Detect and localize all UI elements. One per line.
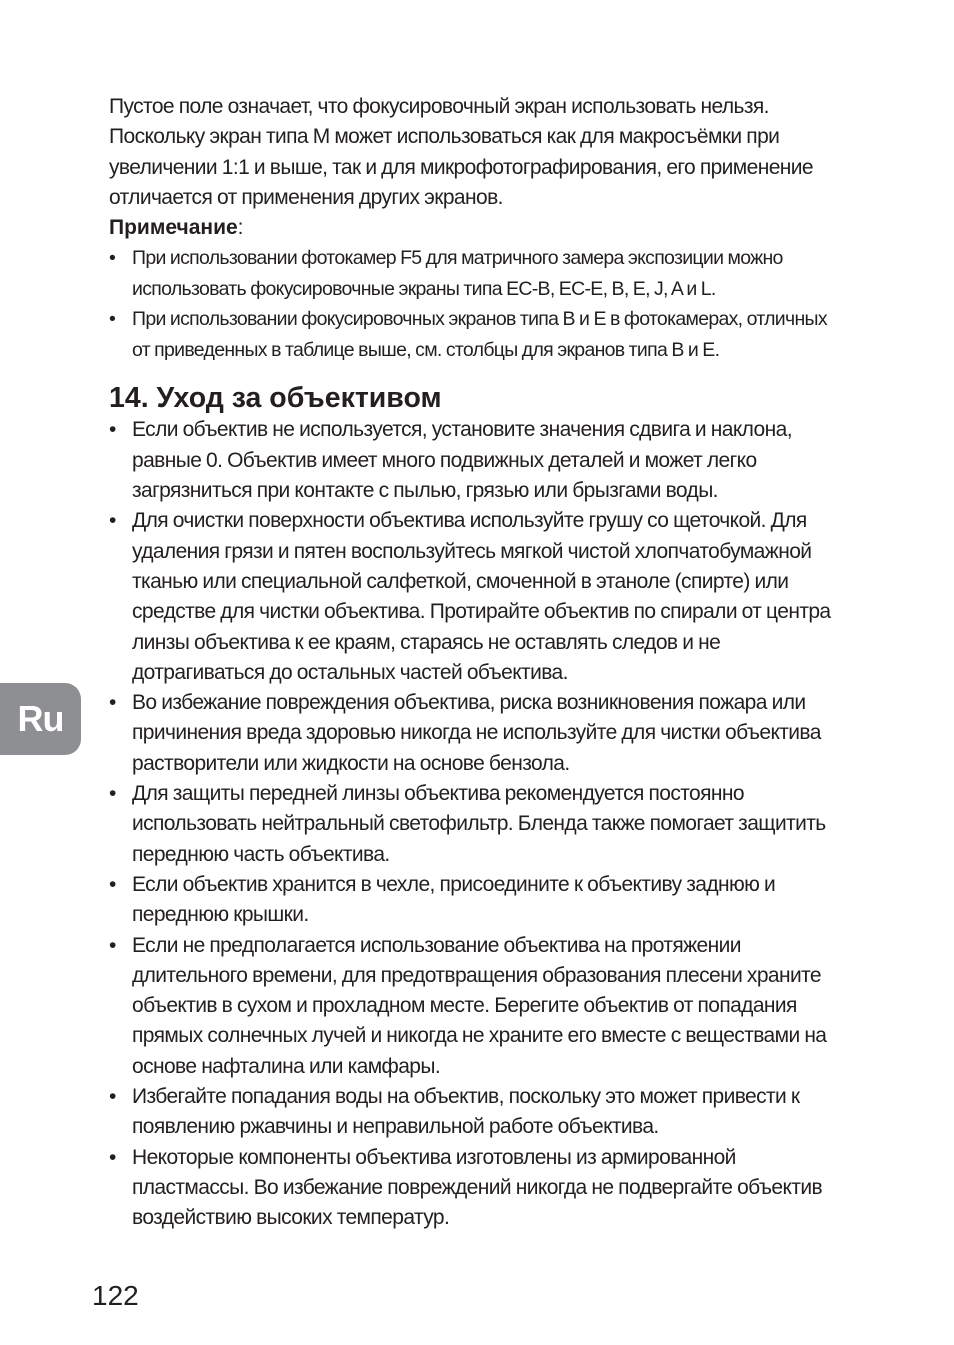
note-item [109,304,849,365]
note-heading [109,213,849,243]
bullet-icon: • [109,247,116,270]
note-heading-label: Примечание [109,216,238,240]
intro-line-1: Пустое поле означает, что фокусировочный экран использовать нельзя. [109,95,769,118]
page-content [109,92,849,1234]
bullet-icon: • [109,691,116,715]
care-item-text: Если не предполагается использование объектива на протяжении длительного времени, для предотвращения образования плесени храните объектив в сухом и прохладном месте. Берегите объектив от попадания прямых солнечных лучей и никогда не храните его вместе с веществами на основе нафталина или камфары. [132,933,827,1078]
care-item [109,1082,849,1143]
language-tab [0,683,81,755]
lens-care-list [109,415,849,1233]
bullet-icon: • [109,782,116,806]
note-item-text: При использовании фокусировочных экранов типа B и E в фотокамерах, отличных от приведенных в таблице выше, см. столбцы для экранов типа B и E. [132,308,827,361]
bullet-icon: • [109,418,116,442]
bullet-icon: • [109,933,116,957]
care-item [109,415,849,506]
care-item [109,931,849,1082]
bullet-icon: • [109,308,116,331]
care-item [109,779,849,870]
note-item-text: При использовании фотокамер F5 для матричного замера экспозиции можно использовать фокусировочные экраны типа EC-B, EC-E, B, E, J, A и L. [132,247,783,300]
language-tab-label: Ru [17,698,64,739]
intro-line-2: Поскольку экран типа M может использоваться как для макросъёмки при увеличении 1:1 и выше, так и для микрофотографирования, его применение отличается от применения других экранов. [109,125,813,209]
bullet-icon: • [109,872,116,896]
page-number: 122 [92,1280,139,1311]
care-item-text: Избегайте попадания воды на объектив, поскольку это может привести к появлению ржавчины и неправильной работе объектива. [132,1085,800,1139]
care-item [109,506,849,688]
note-item [109,243,849,304]
care-item-text: Для защиты передней линзы объектива рекомендуется постоянно использовать нейтральный светофильтр. Бленда также помогает защитить переднюю часть объектива. [132,782,826,866]
bullet-icon: • [109,1145,116,1169]
care-item-text: Для очистки поверхности объектива используйте грушу со щеточкой. Для удаления грязи и пятен воспользуйтесь мягкой чистой хлопчатобумажной тканью или специальной салфеткой, смоченной в этаноле (спирте) или средстве для чистки объектива. Протирайте объектив по спирали от центра линзы объектива к ее краям, стараясь не оставлять следов и не дотрагиваться до остальных частей объектива. [132,509,831,684]
care-item [109,1143,849,1234]
care-item-text: Во избежание повреждения объектива, риска возникновения пожара или причинения вреда здоровью никогда не используйте для чистки объектива растворители или жидкости на основе бензола. [132,691,821,775]
care-item-text: Некоторые компоненты объектива изготовлены из армированной пластмассы. Во избежание повреждений никогда не подвергайте объектив воздействию высоких температур. [132,1145,823,1230]
bullet-icon: • [109,1085,116,1109]
care-item-text: Если объектив хранится в чехле, присоедините к объективу заднюю и переднюю крышки. [132,872,776,927]
intro-paragraph [109,92,849,213]
section-title: 14. Уход за объективом [109,382,442,415]
care-item [109,688,849,779]
care-item [109,870,849,931]
note-list [109,243,849,365]
care-item-text: Если объектив не используется, установите значения сдвига и наклона, равные 0. Объектив имеет много подвижных деталей и может легко загрязниться при контакте с пылью, грязью или брызгами воды. [132,418,792,503]
note-heading-colon: : [237,216,244,240]
bullet-icon: • [109,509,116,533]
